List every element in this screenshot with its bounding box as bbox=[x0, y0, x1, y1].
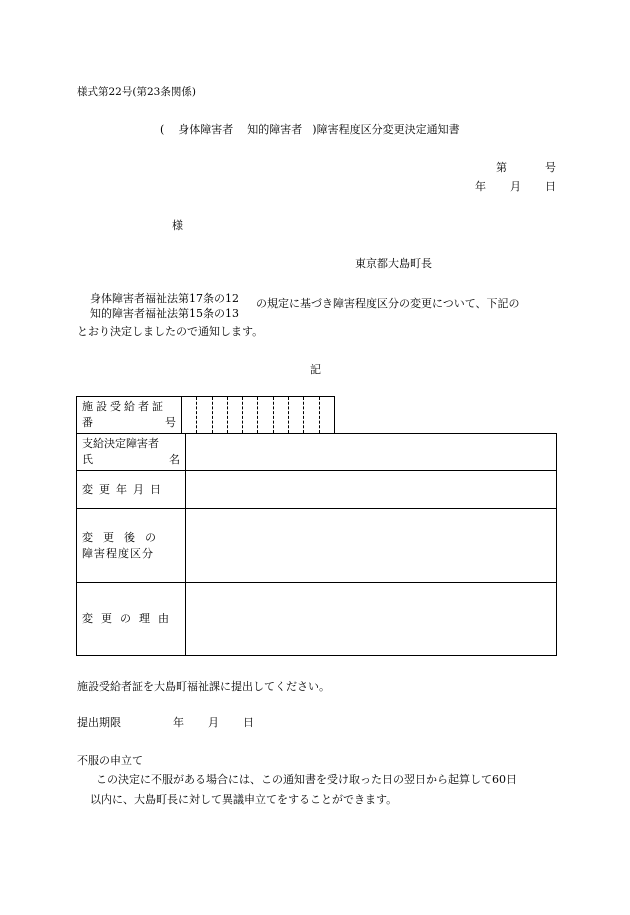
certificate-number-field[interactable] bbox=[181, 397, 334, 434]
body-text-1: の規定に基づき障害程度区分の変更について、下記の bbox=[256, 297, 520, 310]
cert-label-line1: 施設受給者証 bbox=[82, 400, 166, 413]
submission-note: 施設受給者証を大島町福祉課に提出してください。 bbox=[77, 680, 330, 693]
digit-cell[interactable] bbox=[304, 397, 319, 433]
number-dai: 第 bbox=[496, 161, 507, 174]
deadline-month: 月 bbox=[208, 716, 219, 729]
number-go: 号 bbox=[545, 161, 556, 174]
ki-heading: 記 bbox=[310, 363, 321, 376]
deadline-day: 日 bbox=[243, 716, 254, 729]
digit-cell[interactable] bbox=[258, 397, 273, 433]
objection-heading: 不服の申立て bbox=[77, 754, 143, 767]
digit-cell[interactable] bbox=[197, 397, 212, 433]
details-table bbox=[76, 433, 557, 656]
change-reason-text: 変更の理由 bbox=[82, 612, 177, 625]
after-classification-field[interactable] bbox=[186, 509, 557, 583]
date-year: 年 bbox=[475, 180, 486, 193]
cert-label-ban: 番 bbox=[82, 416, 93, 429]
digit-cell[interactable] bbox=[213, 397, 228, 433]
change-reason-label bbox=[77, 583, 186, 656]
change-reason-field[interactable] bbox=[186, 583, 557, 656]
objection-text-2: 以内に、大島町長に対して異議申立てをすることができます。 bbox=[90, 793, 398, 806]
certificate-number-label bbox=[77, 397, 182, 434]
submission-deadline bbox=[77, 716, 254, 730]
change-date-text: 変更年月日 bbox=[82, 482, 167, 496]
recipient-suffix: 様 bbox=[172, 219, 183, 232]
person-name-label bbox=[77, 434, 186, 471]
deadline-year: 年 bbox=[173, 716, 184, 729]
title-option-physical: 身体障害者 bbox=[178, 123, 234, 136]
person-label-shi: 氏 bbox=[82, 453, 93, 466]
title-name: )障害程度区分変更決定通知書 bbox=[312, 123, 460, 136]
certificate-number-table bbox=[76, 396, 335, 434]
form-number: 様式第22号(第23条関係) bbox=[77, 86, 196, 98]
body-text-2: とおり決定しましたので通知します。 bbox=[77, 325, 264, 338]
after-label-line1: 変更後の bbox=[82, 530, 166, 544]
digit-cell[interactable] bbox=[182, 397, 197, 433]
title-open-paren: ( bbox=[160, 123, 165, 136]
cert-label-go: 号 bbox=[164, 416, 176, 429]
digit-cell[interactable] bbox=[289, 397, 304, 433]
document-number bbox=[496, 161, 556, 175]
digit-cell[interactable] bbox=[320, 397, 334, 433]
digit-cell[interactable] bbox=[243, 397, 258, 433]
change-date-label bbox=[77, 471, 186, 509]
issuer-name: 東京都大島町長 bbox=[355, 257, 432, 270]
issue-date bbox=[475, 180, 556, 194]
digit-cell[interactable] bbox=[274, 397, 289, 433]
person-label-line1: 支給決定障害者 bbox=[82, 437, 159, 450]
objection-text-1: この決定に不服がある場合には、この通知書を受け取った日の翌日から起算して60日 bbox=[96, 773, 517, 786]
after-label-line2: 障害程度区分 bbox=[82, 546, 154, 560]
body-law-references bbox=[90, 291, 239, 321]
person-name-field[interactable] bbox=[186, 434, 557, 471]
deadline-label: 提出期限 bbox=[77, 716, 121, 729]
date-month: 月 bbox=[510, 180, 521, 193]
date-day: 日 bbox=[545, 180, 556, 193]
law-physical: 身体障害者福祉法第17条の12 bbox=[90, 292, 239, 305]
change-date-field[interactable] bbox=[186, 471, 557, 509]
person-label-mei: 名 bbox=[169, 453, 180, 466]
digit-cell[interactable] bbox=[228, 397, 243, 433]
after-classification-label bbox=[77, 509, 186, 583]
document-title bbox=[160, 123, 460, 137]
law-intellectual: 知的障害者福祉法第15条の13 bbox=[90, 307, 239, 320]
title-option-intellectual: 知的障害者 bbox=[247, 123, 303, 136]
